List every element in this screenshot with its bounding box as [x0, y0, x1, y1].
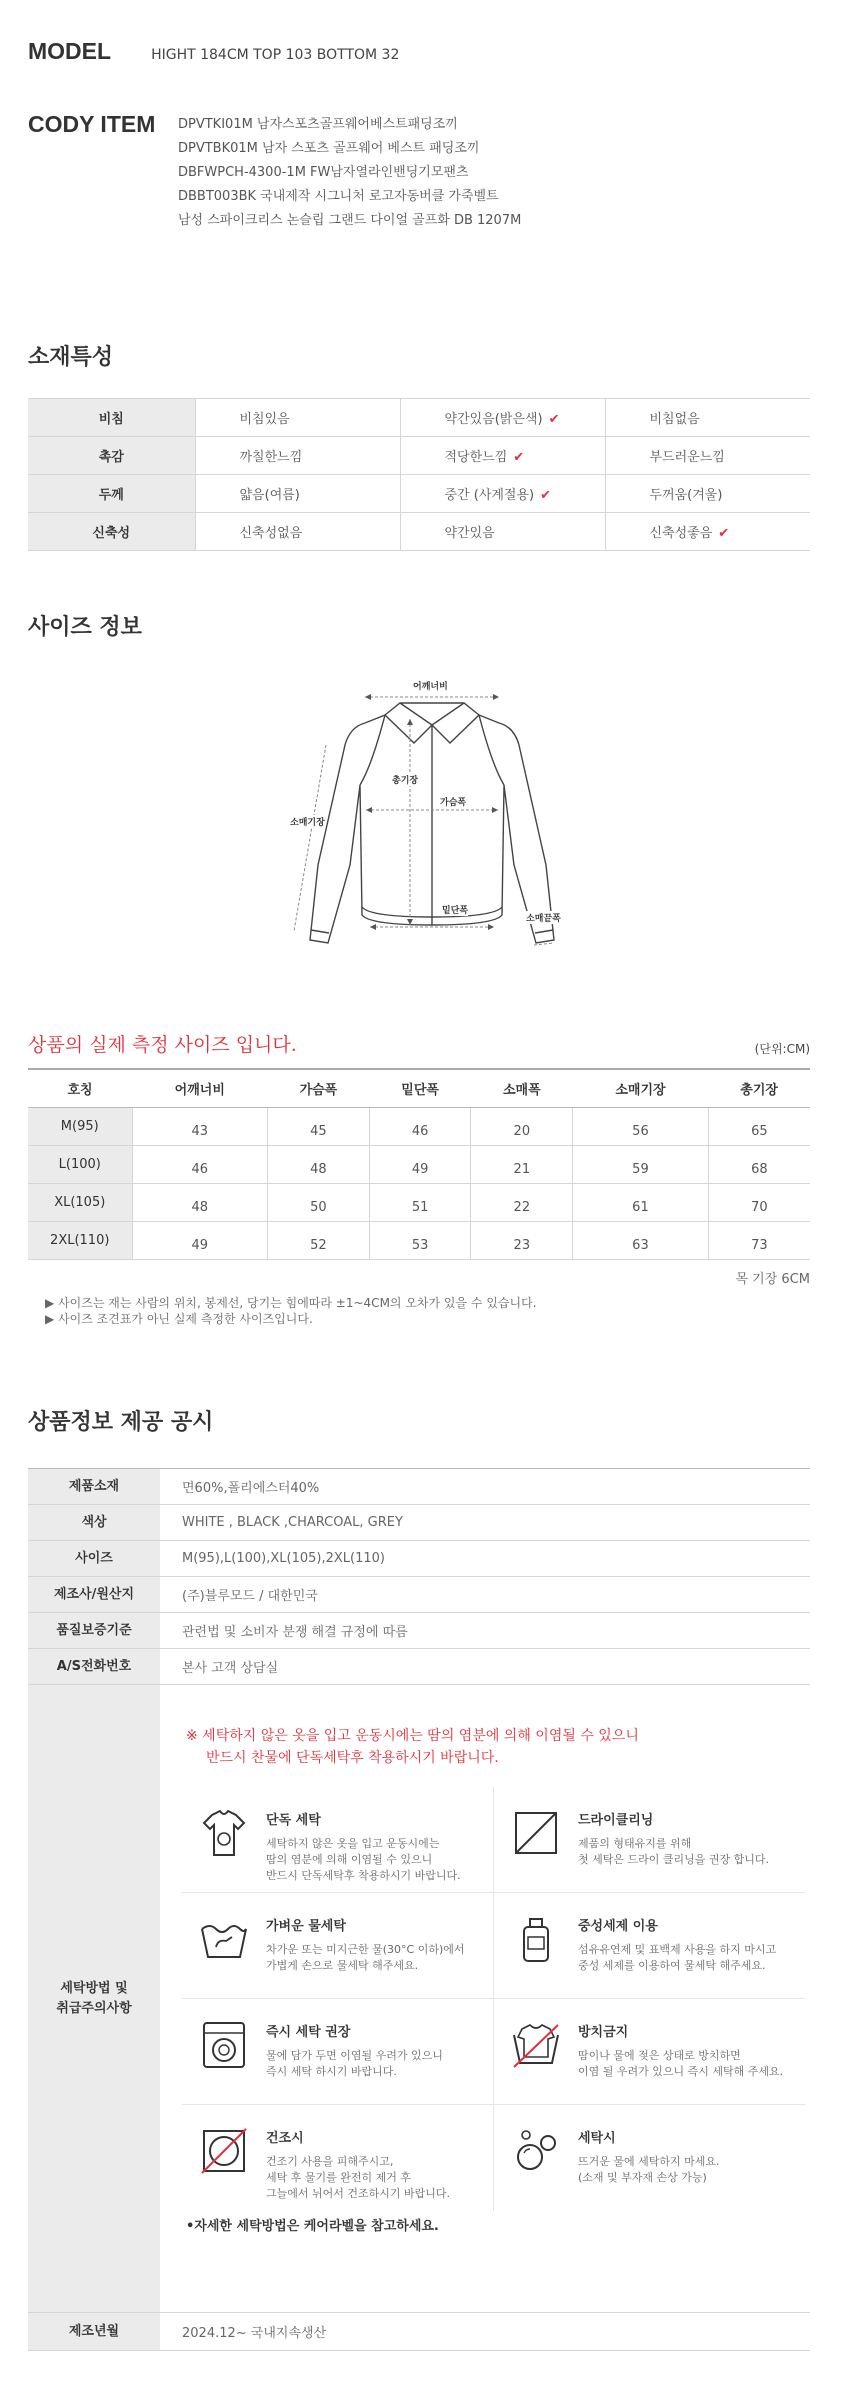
size-label-cell: 2XL(110) [28, 1221, 132, 1259]
size-value-cell: 70 [708, 1183, 810, 1221]
material-option-text: 신축성좋음 [649, 526, 713, 541]
neck-length-note: 목 기장 6CM [735, 1272, 810, 1287]
size-value-cell: 46 [369, 1107, 471, 1145]
care-desc-line: 세탁 후 물기를 완전히 제거 후 [266, 2171, 411, 2184]
material-option [605, 513, 810, 551]
care-item-desc [578, 2048, 783, 2080]
check-icon: ✔ [548, 412, 560, 427]
product-info-value: 본사 고객 상담실 [182, 1661, 279, 1676]
size-row [28, 1221, 810, 1259]
material-option [605, 437, 810, 475]
care-item [494, 1999, 806, 2105]
product-info-label: A/S전화번호 [28, 1649, 160, 1684]
size-header-cell: 소매폭 [471, 1069, 573, 1107]
care-item-text [266, 2123, 450, 2211]
material-label: 촉감 [28, 437, 195, 475]
manufacture-value: 2024.12~ 국내지속생산 [182, 2326, 327, 2341]
material-title: 소재특성 [28, 345, 114, 370]
chest-label: 가슴폭 [440, 795, 466, 808]
material-option-text: 약간있음(밝은색) [444, 412, 543, 427]
material-option [195, 475, 400, 513]
size-header-cell: 호칭 [28, 1069, 132, 1107]
material-row [28, 513, 810, 551]
manufacture-label: 제조년월 [28, 2313, 160, 2350]
product-info-label: 색상 [28, 1505, 160, 1540]
care-desc-line: 땀이나 물에 젖은 상태로 방치하면 [578, 2049, 741, 2062]
size-value-cell: 48 [268, 1145, 370, 1183]
care-item-title: 건조시 [266, 2131, 304, 2146]
size-row [28, 1183, 810, 1221]
material-option-text: 약간있음 [444, 526, 495, 541]
material-option-text: 신축성없음 [239, 526, 303, 541]
material-option [195, 513, 400, 551]
product-info-value: 관련법 및 소비자 분쟁 해결 규정에 따름 [182, 1625, 408, 1640]
care-item [182, 2105, 494, 2211]
no-tumble-dry-icon [196, 2123, 252, 2179]
size-header-cell: 총기장 [708, 1069, 810, 1107]
product-info-value: M(95),L(100),XL(105),2XL(110) [182, 1551, 385, 1566]
manufacture-row [28, 2313, 810, 2351]
material-label: 신축성 [28, 513, 195, 551]
cody-item: DPVTBK01M 남자 스포츠 골프웨어 베스트 패딩조끼 [178, 141, 480, 156]
care-item-title: 가벼운 물세탁 [266, 1919, 346, 1934]
care-item-desc [578, 2154, 720, 2186]
size-table-heading: 상품의 실제 측정 사이즈 입니다. [28, 1034, 297, 1056]
care-item-title: 방치금지 [578, 2025, 629, 2040]
care-desc-line: 즉시 세탁 하시기 바랍니다. [266, 2065, 397, 2078]
size-value-cell: 52 [268, 1221, 370, 1259]
care-grid [182, 1787, 806, 2211]
size-label-cell: XL(105) [28, 1183, 132, 1221]
product-info-title: 상품정보 제공 공시 [28, 1410, 214, 1435]
care-item-desc [578, 1942, 776, 1974]
care-item-title: 단독 세탁 [266, 1813, 321, 1828]
cody-item: DBFWPCH-4300-1M FW남자열라인밴딩기모팬츠 [178, 165, 469, 180]
care-item-desc [266, 2048, 443, 2080]
size-value-cell: 22 [471, 1183, 573, 1221]
material-option-text: 얇음(여름) [239, 488, 300, 503]
care-item [182, 1999, 494, 2105]
product-info-label: 품질보증기준 [28, 1613, 160, 1648]
model-row [28, 38, 399, 65]
cody-item: DPVTKI01M 남자스포츠골프웨어베스트패딩조끼 [178, 117, 458, 132]
product-info-row [28, 1541, 810, 1577]
material-option [400, 475, 605, 513]
length-label: 총기장 [392, 773, 418, 786]
product-info-value: WHITE , BLACK ,CHARCOAL, GREY [182, 1515, 403, 1530]
material-row [28, 437, 810, 475]
size-header-cell: 밑단폭 [369, 1069, 471, 1107]
size-note: ▶ 사이즈 조견표가 아닌 실제 측정한 사이즈입니다. [45, 1312, 313, 1326]
size-value-cell: 59 [573, 1145, 709, 1183]
material-label: 비침 [28, 399, 195, 437]
care-item-title: 중성세제 이용 [578, 1919, 658, 1934]
shoulder-label: 어깨너비 [413, 679, 448, 692]
care-item-title: 드라이클리닝 [578, 1813, 654, 1828]
size-value-cell: 43 [132, 1107, 268, 1145]
cuff-label: 소매끝폭 [526, 911, 561, 924]
cody-item: DBBT003BK 국내제작 시그니처 로고자동버클 가죽벨트 [178, 189, 499, 204]
size-value-cell: 49 [369, 1145, 471, 1183]
product-info-row [28, 1613, 810, 1649]
care-item-title: 세탁시 [578, 2131, 616, 2146]
material-option-text: 적당한느낌 [444, 450, 508, 465]
size-value-cell: 20 [471, 1107, 573, 1145]
care-item-desc [266, 1942, 465, 1974]
care-desc-line: 제품의 형태유지를 위해 [578, 1837, 692, 1850]
material-option-text: 비침있음 [239, 412, 290, 427]
material-option-text: 까칠한느낌 [239, 450, 303, 465]
care-desc-line: 건조기 사용을 피해주시고, [266, 2155, 394, 2168]
product-info-label: 제품소재 [28, 1469, 160, 1504]
material-option-text: 비침없음 [649, 412, 700, 427]
unit-label: (단위:CM) [754, 1042, 810, 1056]
size-value-cell: 50 [268, 1183, 370, 1221]
product-info-row [28, 1649, 810, 1685]
sleeve-length-label: 소매기장 [290, 815, 325, 828]
product-info-row [28, 1505, 810, 1541]
size-value-cell: 21 [471, 1145, 573, 1183]
care-desc-line: 가볍게 손으로 물세탁 해주세요. [266, 1959, 419, 1972]
check-icon: ✔ [718, 526, 730, 541]
care-desc-line: 땀의 염분에 의해 이염될 수 있으니 [266, 1853, 433, 1866]
material-option [605, 475, 810, 513]
care-desc-line: 섬유유연제 및 표백제 사용을 하지 마시고 [578, 1943, 777, 1956]
size-value-cell: 23 [471, 1221, 573, 1259]
care-item-text [578, 2017, 783, 2104]
care-item [494, 1893, 806, 1999]
size-note: ▶ 사이즈는 재는 사람의 위치, 봉제선, 당기는 힘에따라 ±1~4CM의 오차가 있을 수 있습니다. [45, 1296, 537, 1310]
material-option [400, 399, 605, 437]
care-desc-line: 첫 세탁은 드라이 클리닝을 권장 합니다. [578, 1853, 769, 1866]
model-spec: HIGHT 184CM TOP 103 BOTTOM 32 [151, 47, 400, 63]
hem-label: 밑단폭 [442, 903, 468, 916]
material-option-text: 두꺼움(겨울) [649, 488, 723, 503]
material-label: 두께 [28, 475, 195, 513]
model-title: MODEL [28, 38, 112, 64]
product-info-value: (주)블루모드 / 대한민국 [182, 1589, 318, 1604]
product-info-row [28, 1469, 810, 1505]
hand-wash-icon [196, 1911, 252, 1967]
care-desc-line: 물에 담가 두면 이염될 우려가 있으니 [266, 2049, 443, 2062]
care-warning-line: 반드시 찬물에 단독세탁후 착용하시기 바랍니다. [206, 1750, 499, 1766]
care-item-desc [578, 1836, 769, 1868]
care-desc-line: 이염 될 우려가 있으니 즉시 세탁해 주세요. [578, 2065, 784, 2078]
care-warning-line: ※ 세탁하지 않은 옷을 입고 운동시에는 땀의 염분에 의해 이염될 수 있으니 [186, 1728, 639, 1744]
product-info-label: 사이즈 [28, 1541, 160, 1576]
size-header-cell: 소매기장 [573, 1069, 709, 1107]
size-value-cell: 65 [708, 1107, 810, 1145]
product-info-table [28, 1468, 810, 2351]
size-row [28, 1145, 810, 1183]
size-value-cell: 49 [132, 1221, 268, 1259]
care-label: 세탁방법 및 취급주의사항 [28, 1685, 160, 2312]
check-icon: ✔ [540, 488, 552, 503]
material-option [400, 437, 605, 475]
material-option [195, 399, 400, 437]
bubbles-icon [508, 2123, 564, 2179]
care-item-text [266, 2017, 443, 2104]
material-option [195, 437, 400, 475]
care-item-text [578, 1911, 776, 1998]
washing-machine-icon [196, 2017, 252, 2073]
size-header-cell: 가슴폭 [268, 1069, 370, 1107]
material-table [28, 398, 810, 551]
detergent-icon [508, 1911, 564, 1967]
material-option [400, 513, 605, 551]
product-info-value: 면60%,폴리에스터40% [182, 1481, 320, 1496]
care-item [182, 1893, 494, 1999]
no-soak-icon [508, 2017, 564, 2073]
size-row [28, 1107, 810, 1145]
product-info-label: 제조사/원산지 [28, 1577, 160, 1612]
size-value-cell: 53 [369, 1221, 471, 1259]
size-value-cell: 48 [132, 1183, 268, 1221]
care-item-text [266, 1911, 465, 1998]
size-value-cell: 51 [369, 1183, 471, 1221]
size-value-cell: 56 [573, 1107, 709, 1145]
material-option [605, 399, 810, 437]
material-row [28, 475, 810, 513]
care-item-desc [266, 2154, 450, 2202]
size-header-cell: 어깨너비 [132, 1069, 268, 1107]
care-content [160, 1685, 810, 2312]
size-label-cell: L(100) [28, 1145, 132, 1183]
material-option-text: 부드러운느낌 [649, 450, 725, 465]
care-item-title: 즉시 세탁 권장 [266, 2025, 351, 2040]
care-item [494, 2105, 806, 2211]
care-item-desc [266, 1836, 461, 1884]
care-desc-line: 뜨거운 물에 세탁하지 마세요. [578, 2155, 720, 2168]
care-item-text [578, 1805, 769, 1892]
size-value-cell: 73 [708, 1221, 810, 1259]
size-value-cell: 68 [708, 1145, 810, 1183]
check-icon: ✔ [513, 450, 525, 465]
material-row [28, 399, 810, 437]
care-footer: •자세한 세탁방법은 케어라벨을 참고하세요. [186, 2219, 439, 2234]
cody-title: CODY ITEM [28, 111, 156, 137]
care-item-text [266, 1805, 461, 1892]
tshirt-wash-icon [196, 1805, 252, 1861]
material-option-text: 중간 (사계절용) [444, 488, 535, 503]
care-desc-line: 중성 세제를 이용하여 물세탁 해주세요. [578, 1959, 766, 1972]
care-item-text [578, 2123, 720, 2211]
size-notes [45, 1295, 537, 1327]
cody-item-list [178, 113, 521, 233]
care-desc-line: 세탁하지 않은 옷을 입고 운동시에는 [266, 1837, 440, 1850]
size-diagram [290, 675, 580, 955]
care-desc-line: 반드시 단독세탁후 착용하시기 바랍니다. [266, 1869, 461, 1882]
dry-clean-icon [508, 1805, 564, 1861]
cody-item: 남성 스파이크리스 논슬립 그랜드 다이얼 골프화 DB 1207M [178, 213, 522, 228]
size-info-title: 사이즈 정보 [28, 615, 142, 640]
size-label-cell: M(95) [28, 1107, 132, 1145]
care-desc-line: 그늘에서 뉘어서 건조하시기 바랍니다. [266, 2187, 451, 2200]
care-item [494, 1787, 806, 1893]
care-row [28, 1685, 810, 2313]
size-table [28, 1068, 810, 1260]
size-value-cell: 61 [573, 1183, 709, 1221]
care-desc-line: (소재 및 부자재 손상 가능) [578, 2171, 707, 2184]
size-value-cell: 46 [132, 1145, 268, 1183]
size-value-cell: 45 [268, 1107, 370, 1145]
product-info-row [28, 1577, 810, 1613]
care-item [182, 1787, 494, 1893]
size-value-cell: 63 [573, 1221, 709, 1259]
care-desc-line: 차가운 또는 미지근한 물(30°C 이하)에서 [266, 1943, 465, 1956]
